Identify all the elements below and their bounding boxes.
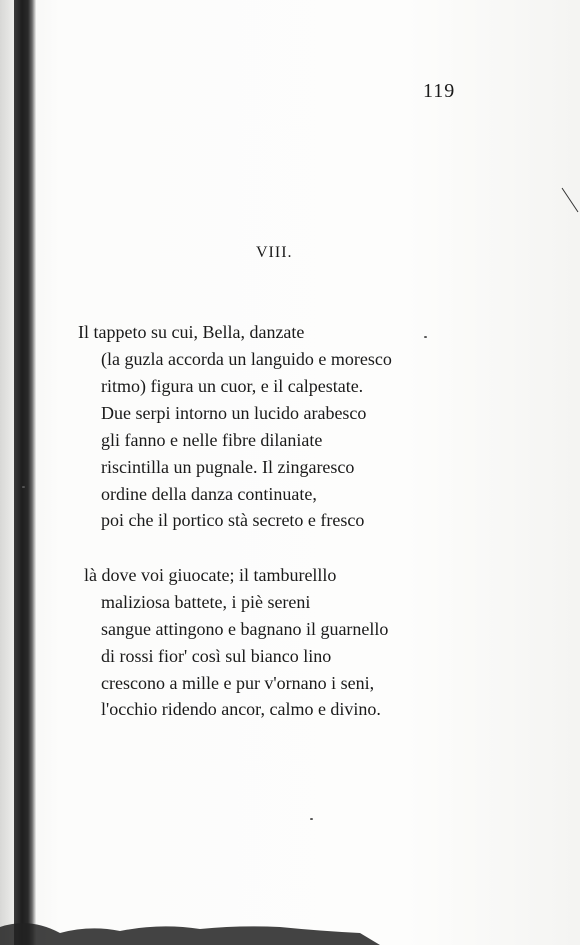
poem-line: l'occhio ridendo ancor, calmo e divino. bbox=[101, 699, 381, 719]
book-binding-edge bbox=[14, 0, 36, 945]
poem-line: gli fanno e nelle fibre dilaniate bbox=[101, 430, 323, 450]
bottom-ink-smudge bbox=[0, 905, 580, 945]
poem-line: crescono a mille e pur v'ornano i seni, bbox=[101, 673, 375, 693]
poem-line: (la guzla accorda un languido e moresco bbox=[101, 349, 392, 369]
poem-line: ordine della danza continuate, bbox=[101, 484, 317, 504]
poem-line: di rossi fior' così sul bianco lino bbox=[101, 646, 332, 666]
poem-line: maliziosa battete, i piè sereni bbox=[101, 592, 311, 612]
page-number: 119 bbox=[423, 80, 456, 102]
poem-line: Il tappeto su cui, Bella, danzate bbox=[78, 322, 305, 342]
binding-shadow bbox=[0, 0, 14, 945]
poem-line: là dove voi giuocate; il tamburelllo bbox=[84, 565, 337, 585]
poem-line: riscintilla un pugnale. Il zingaresco bbox=[101, 457, 355, 477]
poem-line: Due serpi intorno un lucido arabesco bbox=[101, 403, 367, 423]
poem-line: ritmo) figura un cuor, e il calpestate. bbox=[101, 376, 364, 396]
poem-line: poi che il portico stà secreto e fresco bbox=[101, 510, 365, 530]
paper-crease-mark bbox=[560, 186, 580, 216]
ink-speck bbox=[424, 336, 427, 338]
ink-speck bbox=[22, 486, 25, 488]
section-heading: VIII. bbox=[256, 244, 293, 261]
poem-line: sangue attingono e bagnano il guarnello bbox=[101, 619, 389, 639]
ink-speck bbox=[310, 818, 313, 820]
